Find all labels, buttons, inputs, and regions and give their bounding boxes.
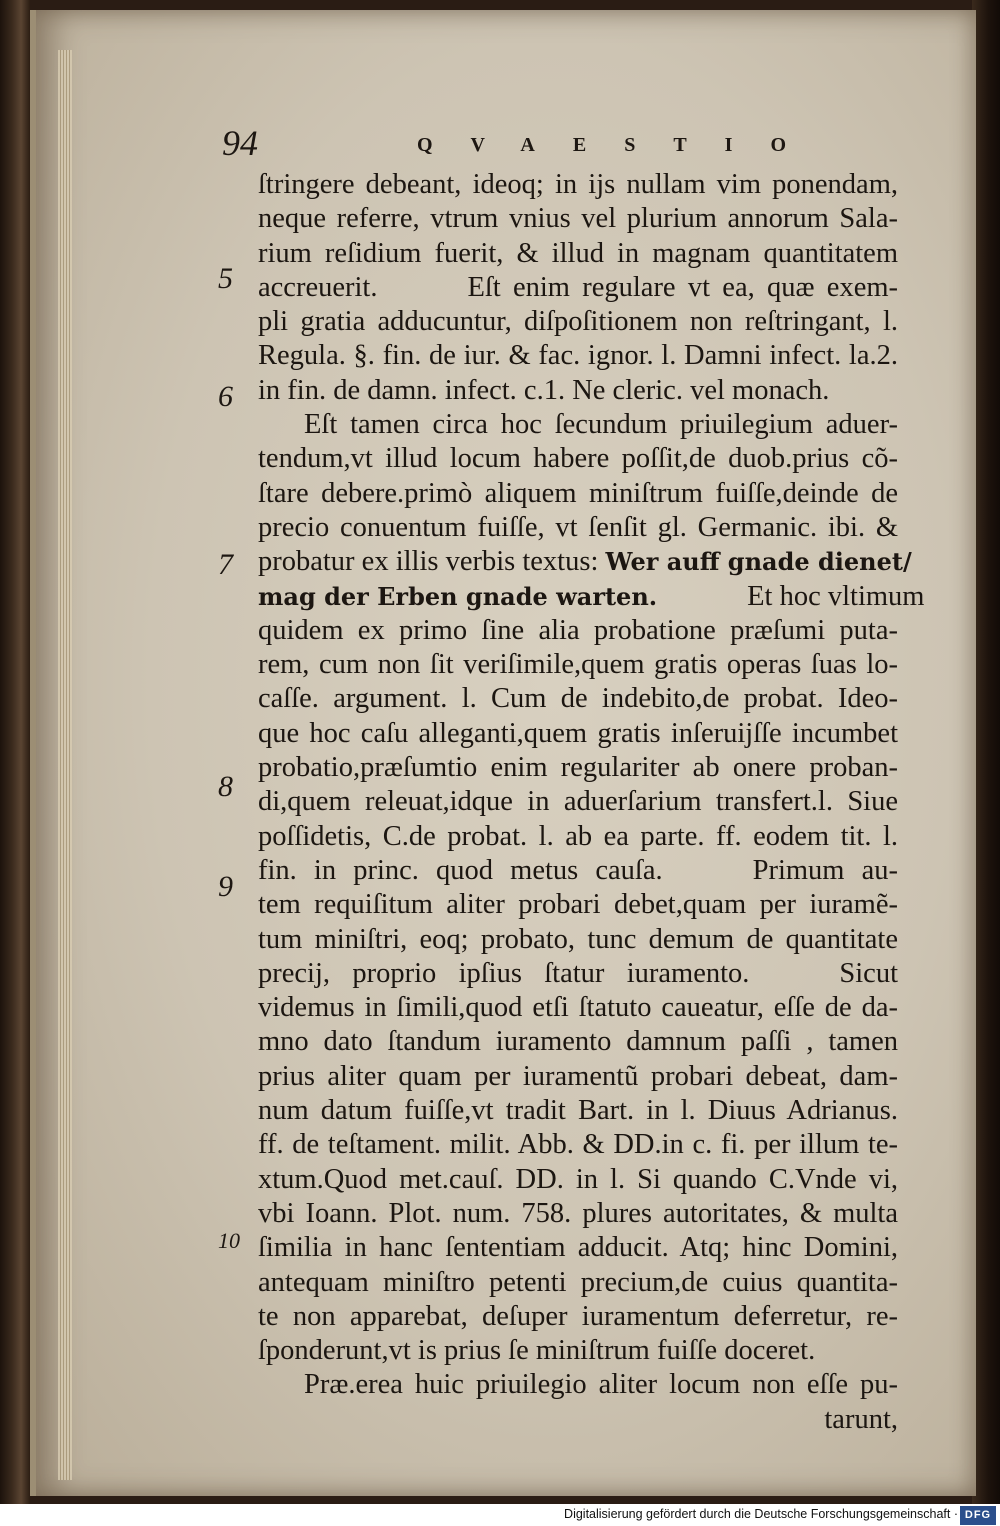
text-segment: Sicut [839, 957, 898, 989]
text-line: ſtringere debeant, ideoq; in ijs nullam vim ponendam, [258, 169, 898, 200]
text-line: ſponderunt,vt is prius ſe miniſtrum fuiſſe doceret. [258, 1335, 816, 1367]
text-line: ſtare debere.primò aliquem miniſtrum fuiſſe,deinde de [258, 477, 898, 509]
text-line [258, 580, 925, 614]
text-line: in fin. de damn. infect. c.1. Ne cleric. vel monach. [258, 374, 830, 406]
dfg-logo: DFG [960, 1506, 996, 1525]
text-line: Regula. §. fin. de iur. & fac. ignor. l. Damni infect. la.2. [258, 340, 898, 372]
text-line: neque referre, vtrum vnius vel plurium annorum Sala- [258, 203, 898, 235]
margin-number: 10 [218, 1228, 240, 1253]
book-cover-left-edge [0, 0, 30, 1504]
text-segment: probatur ex illis verbis textus: [258, 546, 599, 578]
text-segment: fin. in princ. quod metus cauſa. [258, 854, 663, 886]
text-segment: precij, proprio ipſius ſtatur iuramento. [258, 957, 750, 989]
text-line: poſſidetis, C.de probat. l. ab ea parte. ff. eodem tit. l. [258, 820, 898, 852]
blackletter-quote: mag der Erben gnade warten. [258, 581, 658, 611]
margin-number: 7 [218, 548, 233, 581]
digitization-footer [0, 1504, 1000, 1526]
book-cover-right-edge [972, 0, 1000, 1504]
running-title: QVAESTIO [417, 134, 825, 156]
funding-credit: Digitalisierung gefördert durch die Deutsche Forschungsgemeinschaft · [564, 1507, 958, 1521]
text-line: ff. de teſtament. milit. Abb. & DD.in c. fi. per illum te- [258, 1129, 898, 1161]
margin-number: 5 [218, 262, 233, 295]
text-line: rem, cum non ſit veriſimile,quem gratis operas ſuas lo- [258, 649, 898, 681]
text-line: tum miniſtri, eoq; probato, tunc demum de quantitate [258, 923, 898, 955]
text-line: xtum.Quod met.cauſ. DD. in l. Si quando C.Vnde vi, [258, 1163, 898, 1195]
text-line: tendum,vt illud locum habere poſſit,de duob.prius cõ- [258, 443, 898, 475]
text-line: videmus in ſimili,quod etſi ſtatuto caueatur, eſſe de da- [258, 992, 898, 1024]
body-text [258, 168, 925, 1437]
text-line: antequam miniſtro petenti precium,de cuius quantita- [258, 1266, 898, 1298]
text-line: te non apparebat, deſuper iuramentum deferretur, re- [258, 1300, 898, 1332]
text-segment: Et hoc vltimum [747, 580, 925, 612]
margin-number: 6 [218, 380, 233, 413]
text-line: vbi Ioann. Plot. num. 758. plures autoritates, & multa [258, 1197, 898, 1229]
text-line: pli gratia adducuntur, diſpoſitionem non reſtringant, l. [258, 306, 898, 338]
text-line: Eſt tamen circa hoc ſecundum priuilegium aduer- [304, 409, 898, 441]
text-line: Præ.erea huic priuilegio aliter locum non eſſe pu- [304, 1369, 898, 1401]
page-header [222, 122, 825, 172]
text-line: probatio,præſumtio enim regulariter ab onere proban- [258, 752, 898, 784]
text-line: caſſe. argument. l. Cum de indebito,de probat. Ideo- [258, 683, 898, 715]
text-line: prius aliter quam per iuramentũ probari debeat, dam- [258, 1060, 898, 1092]
text-line [258, 957, 898, 991]
text-segment: Eſt enim regulare vt ea, quæ exem- [467, 271, 898, 303]
text-line: ſimilia in hanc ſententiam adducit. Atq; hinc Domini, [258, 1232, 898, 1264]
text-line [258, 854, 898, 888]
text-segment: Primum au- [752, 854, 898, 886]
margin-number: 9 [218, 870, 233, 903]
text-line: que hoc caſu alleganti,quem gratis inſeruijſſe incumbet [258, 717, 898, 749]
text-segment: accreuerit. [258, 271, 378, 303]
blackletter-quote: Wer auff gnade dienet/ [605, 547, 912, 577]
text-line [258, 545, 912, 579]
text-line: tem requiſitum aliter probari debet,quam per iuramẽ- [258, 889, 898, 921]
text-line: quidem ex primo ſine alia probatione præſumi puta- [258, 614, 898, 646]
folio-number: 94 [222, 123, 258, 163]
text-line: di,quem releuat,idque in aduerſarium transfert.l. Siue [258, 786, 898, 818]
margin-number: 8 [218, 770, 233, 803]
text-line [258, 271, 898, 305]
catchword: tarunt, [824, 1403, 898, 1435]
page-stack-edges [58, 50, 72, 1480]
text-line: mno dato ſtandum iuramento damnum paſſi , tamen [258, 1026, 898, 1058]
text-line: rium reſidium fuerit, & illud in magnam quantitatem [258, 237, 898, 269]
text-line: precio conuentum fuiſſe, vt ſenſit gl. Germanic. ibi. & [258, 511, 898, 543]
text-line: num datum fuiſſe,vt tradit Bart. in l. Diuus Adrianus. [258, 1095, 898, 1127]
